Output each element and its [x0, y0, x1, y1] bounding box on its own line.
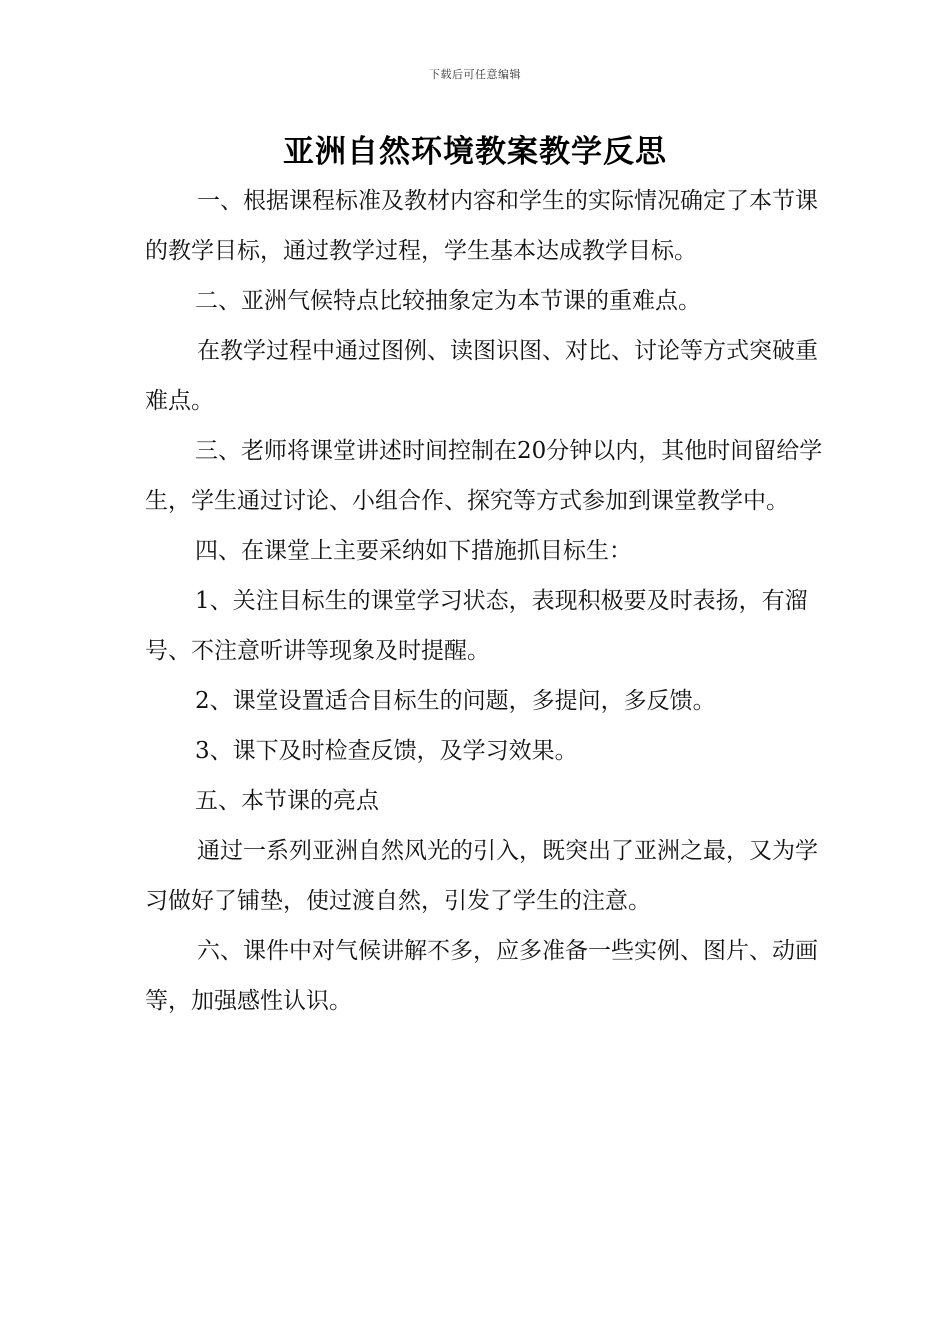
paragraph-7: 2、课堂设置适合目标生的问题，多提问，多反馈。 — [195, 688, 716, 714]
paragraph-11: 六、课件中对气候讲解不多，应多准备一些实例、图片、动画等，加强感性认识。 — [145, 938, 818, 1014]
paragraph-2: 二、亚洲气候特点比较抽象定为本节课的重难点。 — [195, 288, 701, 314]
paragraph-5: 四、在课堂上主要采纳如下措施抓目标生： — [195, 538, 632, 564]
paragraph-6: 1、关注目标生的课堂学习状态，表现积极要及时表扬，有溜号、不注意听讲等现象及时提醒。 — [145, 588, 808, 664]
paragraph-1: 一、根据课程标准及教材内容和学生的实际情况确定了本节课的教学目标，通过教学过程，学生基本达成教学目标。 — [145, 188, 818, 264]
document-body — [145, 176, 825, 1026]
paragraph-10: 通过一系列亚洲自然风光的引入，既突出了亚洲之最，又为学习做好了铺垫，使过渡自然，引发了学生的注意。 — [145, 838, 818, 914]
header-note: 下载后可任意编辑 — [429, 68, 521, 81]
paragraph-3: 在教学过程中通过图例、读图识图、对比、讨论等方式突破重难点。 — [145, 338, 818, 414]
paragraph-4: 三、老师将课堂讲述时间控制在20分钟以内，其他时间留给学生，学生通过讨论、小组合作、探究等方式参加到课堂教学中。 — [145, 438, 823, 514]
paragraph-9: 五、本节课的亮点 — [195, 788, 379, 814]
document-title: 亚洲自然环境教案教学反思 — [283, 134, 667, 170]
paragraph-8: 3、课下及时检查反馈，及学习效果。 — [195, 738, 578, 764]
